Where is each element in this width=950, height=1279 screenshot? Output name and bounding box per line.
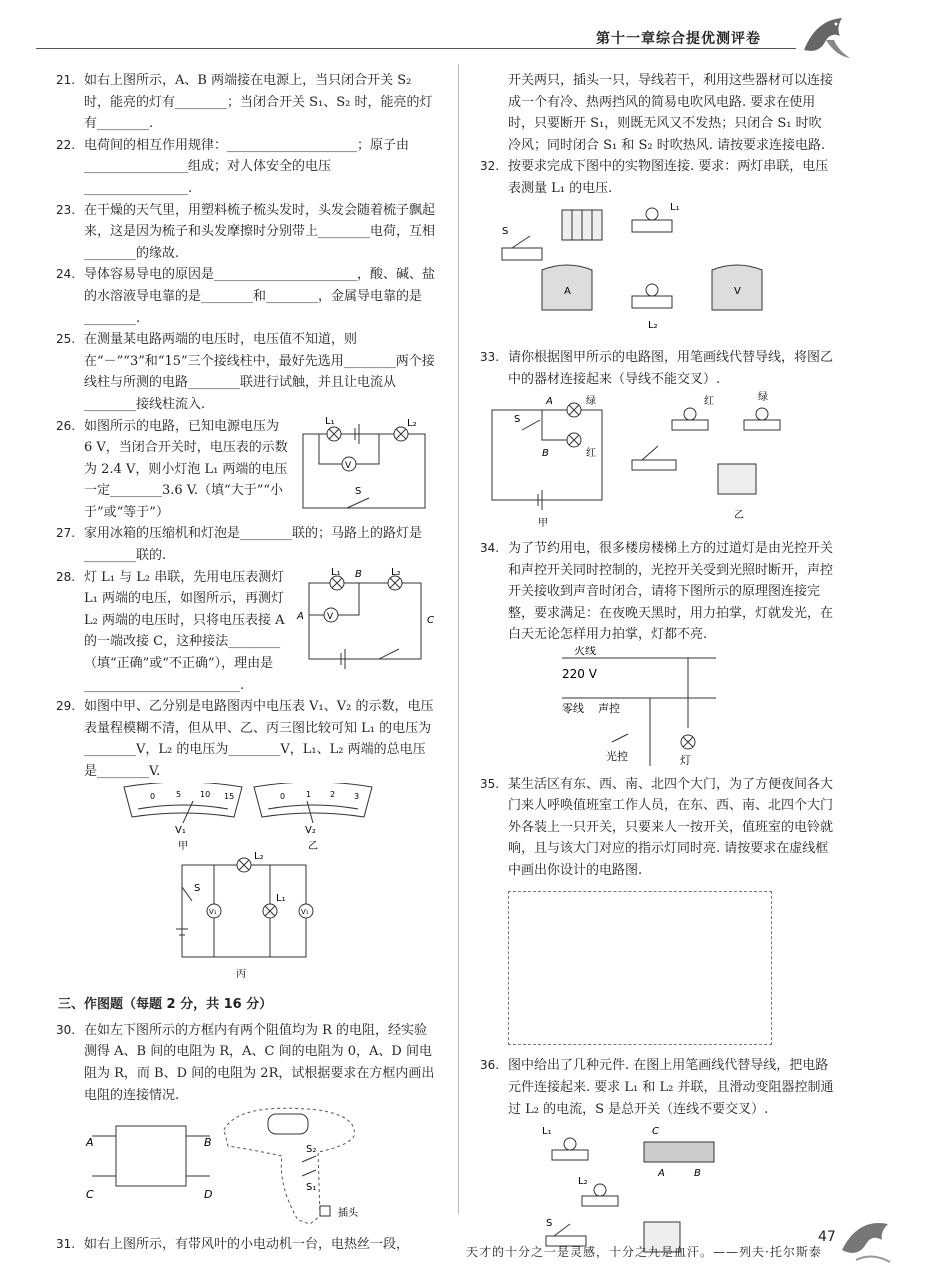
fig26-L2-label: L₂ [407, 417, 417, 429]
figure-33 [482, 390, 834, 530]
svg-text:V₁: V₁ [209, 907, 217, 916]
svg-text:A: A [297, 610, 305, 622]
figure-26-circuit [289, 416, 436, 516]
svg-text:L₁: L₁ [670, 201, 680, 213]
svg-text:B: B [694, 1168, 701, 1180]
svg-text:A: A [546, 396, 553, 408]
svg-text:15: 15 [224, 791, 235, 801]
svg-text:乙: 乙 [734, 510, 744, 522]
svg-text:B: B [204, 1136, 212, 1150]
svg-text:C: C [652, 1126, 659, 1138]
svg-text:S: S [502, 225, 509, 237]
svg-text:2: 2 [330, 789, 336, 799]
svg-text:红: 红 [586, 448, 596, 460]
question-31-continued: 开关两只，插头一只，导线若干，利用这些器材可以连接成一个有冷、热两挡风的简易电吹风电路. 要求在使用时，只要断开 S₁，则既无风又不发热；只闭合 S₁ 时吹冷风；同时闭合 S₁ 和 S₂ 时吹热风. 请按要求连接电路. [508, 73, 834, 153]
question-29: 29. 如图中甲、乙分别是电路图丙中电压表 V₁、V₂ 的示数，电压表量程模糊不清，但从甲、乙、丙三图比较可知 L₁ 的电压为________V，L₂ 的电压为________V，L₁、L₂ 两端的总电压是________V. [56, 699, 434, 779]
answer-box-35[interactable] [508, 891, 772, 1045]
svg-text:L₁: L₁ [542, 1126, 552, 1138]
svg-text:红: 红 [704, 396, 714, 408]
svg-text:1: 1 [306, 789, 312, 799]
header-rule [36, 48, 796, 49]
svg-text:B: B [355, 568, 363, 580]
svg-text:A: A [658, 1168, 665, 1180]
dolphin-footer-icon [836, 1210, 896, 1270]
svg-text:V₁: V₁ [301, 907, 309, 916]
svg-text:L₂: L₂ [578, 1176, 588, 1188]
svg-text:V: V [734, 285, 741, 297]
question-23: 23. 在干燥的天气里，用塑料梳子梳头发时，头发会随着梳子飘起来，这是因为梳子和头发摩擦时分别带上________电荷，互相________的缘故. [56, 202, 436, 261]
figure-30-31 [58, 1106, 436, 1226]
svg-text:0: 0 [280, 791, 286, 801]
svg-text:甲: 甲 [538, 518, 548, 530]
svg-text:V₁: V₁ [175, 824, 186, 836]
svg-text:S₁: S₁ [306, 1182, 317, 1194]
question-33: 33. 请你根据图甲所示的电路图，用笔画线代替导线，将图乙中的器材连接起来（导线不能交叉）. [480, 350, 834, 387]
question-25: 25. 在测量某电路两端的电压时，电压值不知道，则在“－”“3”和“15”三个接线柱中，最好先选用________两个接线柱与所测的电路________联进行试触，并且让电流从________接线柱流入. [56, 332, 435, 412]
question-26: 26. 如图所示的电路，已知电源电压为 6 V，当闭合开关时，电压表的示数为 2.4 V，则小灯泡 L₁ 两端的电压一定________3.6 V.（填“大于”“小于”或“等于”） [56, 418, 288, 520]
svg-text:A: A [564, 285, 571, 297]
figure-29 [58, 783, 436, 983]
section-3-heading: 三、作图题（每题 2 分，共 16 分） [58, 997, 273, 1013]
svg-text:S: S [194, 882, 201, 894]
question-21: 21. 如右上图所示，A、B 两端接在电源上，当只闭合开关 S₂ 时，能亮的灯有________；当闭合开关 S₁、S₂ 时，能亮的灯有________. [56, 73, 433, 132]
svg-text:D: D [204, 1188, 213, 1202]
circuit-bing [176, 851, 313, 980]
figure-36 [482, 1120, 834, 1260]
question-24: 24. 导体容易导电的原因是______________________，酸、碱、盐的水溶液导电靠的是________和________，金属导电靠的是________. [56, 267, 436, 326]
dolphin-logo-icon [796, 10, 856, 66]
svg-text:零线: 零线 [562, 701, 584, 715]
svg-text:C: C [86, 1188, 94, 1202]
svg-text:10: 10 [200, 789, 211, 799]
svg-text:L₂: L₂ [648, 319, 658, 331]
svg-text:S: S [546, 1218, 553, 1230]
figure-28-circuit [295, 567, 436, 677]
svg-text:光控: 光控 [606, 749, 628, 763]
svg-text:灯: 灯 [680, 753, 691, 766]
page-header-title: 第十一章综合提优测评卷 [596, 31, 761, 47]
svg-text:插头: 插头 [338, 1208, 358, 1220]
svg-text:L₁: L₁ [331, 566, 341, 578]
right-column [482, 70, 834, 1268]
question-31: 31. 如右上图所示，有带风叶的小电动机一台，电热丝一段， [56, 1236, 410, 1252]
svg-text:丙: 丙 [236, 968, 246, 980]
svg-text:A: A [86, 1136, 94, 1150]
left-column [58, 70, 436, 1255]
svg-text:V₂: V₂ [305, 824, 316, 836]
question-34: 34. 为了节约用电，很多楼房楼梯上方的过道灯是由光控开关和声控开关同时控制的，光控开关受到光照时断开，声控开关接收到声音时闭合，请将下图所示的原理图连接完整，要求满足：在夜晚天黑时，用力拍掌，灯就发光，在白天无论怎样用力拍掌，灯都不亮. [480, 540, 834, 643]
fig26-S-label: S [355, 485, 362, 497]
svg-text:火线: 火线 [574, 645, 596, 657]
column-divider [458, 64, 459, 1214]
svg-text:甲: 甲 [178, 840, 188, 852]
svg-text:S₂: S₂ [306, 1144, 317, 1156]
svg-text:3: 3 [354, 791, 360, 801]
question-36: 36. 图中给出了几种元件. 在图上用笔画线代替导线，把电路元件连接起来. 要求 L₁ 和 L₂ 并联，且滑动变阻器控制通过 L₂ 的电流，S 是总开关（连线不要交叉）. [480, 1058, 834, 1117]
figure-32 [482, 200, 834, 340]
svg-text:5: 5 [176, 789, 182, 799]
question-30: 30. 在如左下图所示的方框内有两个阻值均为 R 的电阻，经实验测得 A、B 间的电阻为 R，A、C 间的电阻为 0，A、D 间电阻为 R，而 B、D 间的电阻为 2R，试根据要求在方框内画出电阻的连接情况. [56, 1022, 435, 1103]
svg-text:220 V: 220 V [562, 666, 597, 681]
svg-text:绿: 绿 [758, 392, 768, 404]
meter-jia [124, 783, 242, 852]
svg-text:L₂: L₂ [254, 850, 264, 862]
question-22: 22. 电荷间的相互作用规律：____________________；原子由________________组成；对人体安全的电压________________. [56, 137, 410, 196]
question-35: 35. 某生活区有东、西、南、北四个大门，为了方便夜间各大门来人呼唤值班室工作人员，在东、西、南、北四个大门外各装上一只开关，只要来人一按开关，值班室的电铃就响，且与该大门对应的指示灯同时亮. 请按要求在虚线框中画出你设计的电路图. [480, 776, 834, 878]
svg-text:B: B [542, 448, 549, 460]
figure-34 [482, 646, 834, 766]
question-32: 32. 按要求完成下图中的实物图连接. 要求：两灯串联，电压表测量 L₁ 的电压. [480, 159, 829, 196]
footer-quote: 天才的十分之一是灵感，十分之九是血汗。——列夫·托尔斯泰 [466, 1245, 822, 1259]
figure-31-hairdryer [224, 1108, 359, 1224]
svg-text:L₂: L₂ [391, 566, 401, 578]
svg-text:L₁: L₁ [276, 892, 286, 904]
svg-text:绿: 绿 [586, 396, 596, 408]
svg-text:V: V [327, 611, 334, 622]
svg-text:0: 0 [150, 791, 156, 801]
svg-text:S: S [514, 414, 521, 426]
figure-30-box [85, 1126, 212, 1201]
meter-yi [254, 783, 372, 852]
svg-text:乙: 乙 [308, 840, 318, 852]
question-28-row [58, 567, 436, 697]
question-28: 28. 灯 L₁ 与 L₂ 串联，先用电压表测灯 L₁ 两端的电压，如图所示，再测灯 L₂ 两端的电压时，只将电压表接 A 的一端改接 C，这种接法________（填“正确”或“不正确”），理由是________________________. [56, 569, 285, 693]
svg-text:C: C [427, 614, 435, 626]
page-number: 47 [818, 1229, 836, 1245]
question-26-row [58, 416, 436, 524]
fig26-voltmeter-label: V [345, 460, 352, 471]
fig26-L1-label: L₁ [325, 415, 335, 427]
question-27: 27. 家用冰箱的压缩机和灯泡是________联的；马路上的路灯是________联的. [56, 526, 423, 564]
svg-text:声控: 声控 [598, 701, 620, 715]
